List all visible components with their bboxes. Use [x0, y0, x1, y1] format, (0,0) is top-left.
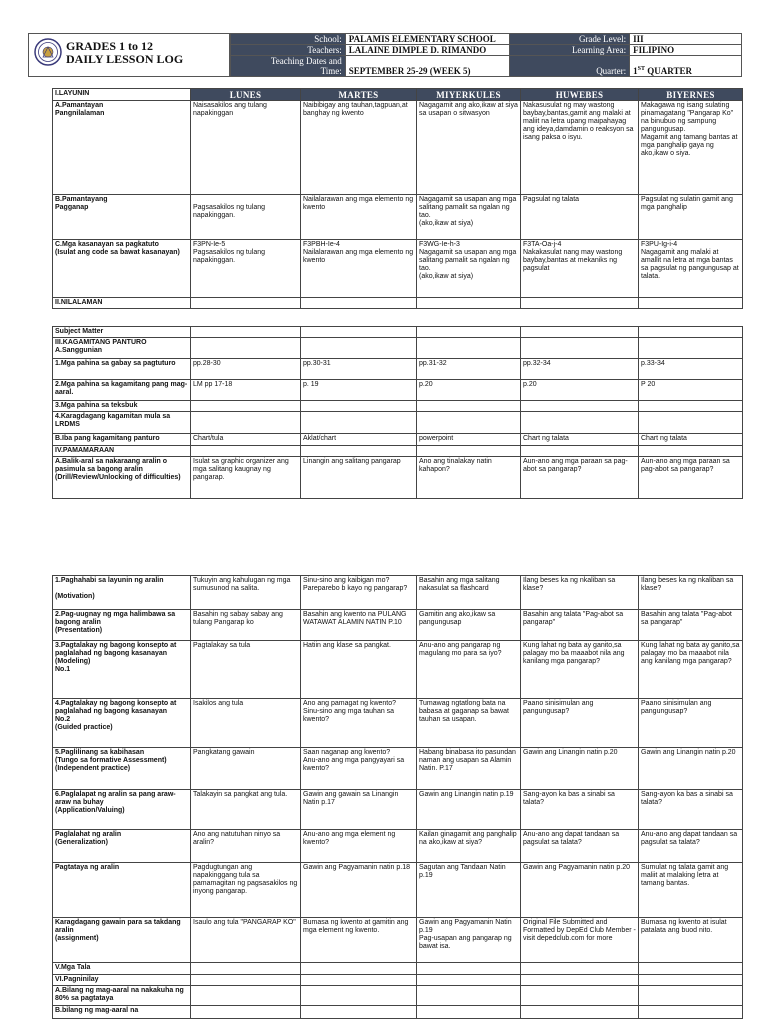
table-cell: p. 19 [301, 380, 417, 401]
teacher-value: LALAINE DIMPLE D. RIMANDO [345, 45, 510, 56]
grade-level-label: Grade Level: [510, 34, 630, 45]
table-cell [521, 401, 639, 412]
table-cell [639, 446, 743, 457]
table-cell: F3PBH-Ie-4 Nailalarawan ang mga elemento ng kwento [301, 240, 417, 298]
table-cell: Gawin ang Linangin natin p.20 [639, 748, 743, 790]
row-label: III.KAGAMITANG PANTURO A.Sanggunian [53, 338, 191, 359]
table-cell: Anu-ano ang pangarap ng magulang mo para sa iyo? [417, 641, 521, 699]
table-cell: Anu-ano ang mga element ng kwento? [301, 830, 417, 863]
table-cell: Makagawa ng isang sulating pinamagatang "Pangarap Ko" na binubuo ng sampung pangungusap. Magamit ang tamang bantas at mga panghalip gaya ng ako,ikaw o siya. [639, 101, 743, 195]
row-label: Paglalahat ng aralin (Generalization) [53, 830, 191, 863]
table-cell: Nakasusulat ng may wastong baybay,bantas,gamit ang malaki at maliit na letra upang maipahayag ang ideya,damdamin o reaksyon sa isang paksa o isyu. [521, 101, 639, 195]
table-cell [301, 338, 417, 359]
table-row [53, 359, 743, 380]
table-cell [521, 298, 639, 309]
table-cell: Gawin ang Pagyamanin Natin p.19 Pag-usapan ang pangarap ng bawat isa. [417, 918, 521, 963]
table-cell: F3TA-Oa-j-4 Nakakasulat nang may wastong baybay,bantas at mekaniks ng pagsulat [521, 240, 639, 298]
table-cell [301, 298, 417, 309]
table-cell: Ilang beses ka ng nkaliban sa klase? [639, 576, 743, 610]
table-cell: Isaulo ang tula "PANGARAP KO" [191, 918, 301, 963]
table-cell: Aun-ano ang mga paraan sa pag-abot sa pangarap? [639, 457, 743, 499]
page-title [66, 40, 183, 66]
table-cell: Naisasakilos ang tulang napakinggan [191, 101, 301, 195]
table-cell: Gawin ang Pagyamanin natin p.20 [521, 863, 639, 918]
table-cell [191, 446, 301, 457]
table-cell [521, 963, 639, 975]
table-cell: Bumasa ng kwento at gamitin ang mga element ng kwento. [301, 918, 417, 963]
table-cell: F3PU-Ig-i-4 Nagagamit ang malaki at amallit na letra at mga bantas sa pagsulat ng pangungusap at talata. [639, 240, 743, 298]
table-row [53, 412, 743, 434]
table-cell [417, 401, 521, 412]
table-cell: Nailalarawan ang mga elemento ng kwento [301, 195, 417, 240]
table-cell [521, 1006, 639, 1019]
quarter-value [630, 56, 742, 77]
table-cell: Original File Submitted and Formatted by DepEd Club Member - visit depedclub.com for more [521, 918, 639, 963]
quarter-label: Quarter: [510, 56, 630, 77]
table-cell [191, 338, 301, 359]
table-cell: Kailan ginagamit ang panghalip na ako,ikaw at siya? [417, 830, 521, 863]
table-cell: Hatiin ang klase sa pangkat. [301, 641, 417, 699]
row-label: Subject Matter [53, 327, 191, 338]
table-cell [417, 338, 521, 359]
table-cell: Basahin ang talata "Pag-abot sa pangarap" [639, 610, 743, 641]
table-cell: Naibibigay ang tauhan,tagpuan,at banghay ng kwento [301, 101, 417, 195]
teaching-dates-value: SEPTEMBER 25-29 (WEEK 5) [345, 56, 510, 77]
table-cell: Basahin ng sabay sabay ang tulang Pangarap ko [191, 610, 301, 641]
table-cell [417, 412, 521, 434]
table-row [53, 986, 743, 1006]
row-label: Karagdagang gawain para sa takdang aralin (assignment) [53, 918, 191, 963]
table-cell [417, 327, 521, 338]
table-row [53, 576, 743, 610]
quarter-ordinal: ST [637, 66, 646, 72]
table-cell: Sinu-sino ang kaibigan mo? Pareparebo b kayo ng pangarap? [301, 576, 417, 610]
table-row [53, 1006, 743, 1019]
deped-seal-icon [34, 38, 62, 66]
table-cell: Anu-ano ang dapat tandaan sa pagsulat sa talata? [521, 830, 639, 863]
table-cell: Pagsulat ng talata [521, 195, 639, 240]
table-row [53, 446, 743, 457]
table-cell [191, 298, 301, 309]
day-header: HUWEBES [521, 89, 639, 101]
row-label: 3.Mga pahina sa teksbuk [53, 401, 191, 412]
table-row [53, 863, 743, 918]
table-row [53, 975, 743, 986]
row-label: 4.Pagtalakay ng bagong konsepto at paglalahad ng bagong kasanayan No.2 (Guided practice) [53, 699, 191, 748]
row-label: I.LAYUNIN [53, 89, 191, 101]
table-cell: Chart ng talata [639, 434, 743, 446]
table-row [53, 327, 743, 338]
table-cell [301, 963, 417, 975]
learning-area-label: Learning Area: [510, 45, 630, 56]
table-cell: Linangin ang salitang pangarap [301, 457, 417, 499]
table-cell: P 20 [639, 380, 743, 401]
row-label: A.Pamantayan Pangnilalaman [53, 101, 191, 195]
table-cell [301, 975, 417, 986]
table-row [53, 434, 743, 446]
table-cell [191, 1006, 301, 1019]
table-cell: Ano ang tinalakay natin kahapon? [417, 457, 521, 499]
table-cell [521, 327, 639, 338]
table-cell [417, 986, 521, 1006]
table-cell: Saan naganap ang kwento? Anu-ano ang mga pangyayari sa kwento? [301, 748, 417, 790]
table-row [53, 401, 743, 412]
row-label: 1.Paghahabi sa layunin ng aralin (Motivation) [53, 576, 191, 610]
table-cell: F3PN-Ie-5 Pagsasakilos ng tulang napakinggan. [191, 240, 301, 298]
table-cell [639, 298, 743, 309]
table-cell: Gawin ang Linangin natin p.19 [417, 790, 521, 830]
table-cell [521, 338, 639, 359]
day-header: MARTES [301, 89, 417, 101]
table-row [53, 641, 743, 699]
table-cell: Habang binabasa ito pasundan naman ang usapan sa Alamin Natin. P.17 [417, 748, 521, 790]
row-label: 2.Pag-uugnay ng mga halimbawa sa bagong aralin (Presentation) [53, 610, 191, 641]
table-row [53, 699, 743, 748]
learning-area-value: FILIPINO [630, 45, 742, 56]
table-row [53, 790, 743, 830]
table-cell: pp.30-31 [301, 359, 417, 380]
table-cell: powerpoint [417, 434, 521, 446]
row-label: II.NILALAMAN [53, 298, 191, 309]
table-cell: Paano sinisimulan ang pangungusap? [521, 699, 639, 748]
table-cell [301, 401, 417, 412]
table-cell: Chart ng talata [521, 434, 639, 446]
table-cell: Sang-ayon ka bas a sinabi sa talata? [639, 790, 743, 830]
objectives-table [52, 88, 743, 309]
row-label: 3.Pagtalakay ng bagong konsepto at paglalahad ng bagong kasanayan (Modeling) No.1 [53, 641, 191, 699]
table-row [53, 610, 743, 641]
table-cell [639, 412, 743, 434]
table-cell: Tukuyin ang kahulugan ng mga sumusunod na salita. [191, 576, 301, 610]
table-cell: pp.32-34 [521, 359, 639, 380]
table-cell [639, 1006, 743, 1019]
row-label: V.Mga Tala [53, 963, 191, 975]
table-cell [639, 963, 743, 975]
grade-level-value: III [630, 34, 742, 45]
table-cell [417, 963, 521, 975]
table-row [53, 338, 743, 359]
materials-table [52, 326, 743, 499]
table-cell [417, 446, 521, 457]
teacher-label: Teachers: [231, 45, 346, 56]
row-label: B.Iba pang kagamitang panturo [53, 434, 191, 446]
table-cell [301, 986, 417, 1006]
table-cell: p.20 [521, 380, 639, 401]
row-label: C.Mga kasanayan sa pagkatuto (Isulat ang code sa bawat kasanayan) [53, 240, 191, 298]
table-cell: Kung lahat ng bata ay ganito,sa palagay mo ba maaabot nila ang kanilang mga pangarap? [639, 641, 743, 699]
row-label: 6.Paglalapat ng aralin sa pang araw-araw na buhay (Application/Valuing) [53, 790, 191, 830]
table-cell: Anu-ano ang dapat tandaan sa pagsulat sa talata? [639, 830, 743, 863]
table-cell [639, 975, 743, 986]
table-cell: pp.31-32 [417, 359, 521, 380]
table-cell: Pagtalakay sa tula [191, 641, 301, 699]
table-cell: Gamitin ang ako,ikaw sa pangungusap [417, 610, 521, 641]
table-cell [417, 1006, 521, 1019]
row-label: 1.Mga pahina sa gabay sa pagtuturo [53, 359, 191, 380]
table-cell: Basahin ang talata "Pag-abot sa pangarap" [521, 610, 639, 641]
table-cell: Pangkatang gawain [191, 748, 301, 790]
table-cell [417, 975, 521, 986]
table-cell [191, 963, 301, 975]
table-cell: Aklat/chart [301, 434, 417, 446]
row-label: A.Balik-aral sa nakaraang aralin o pasimula sa bagong aralin (Drill/Review/Unlocking of difficulties) [53, 457, 191, 499]
table-cell [521, 975, 639, 986]
table-row [53, 101, 743, 195]
table-cell: Bumasa ng kwento at isulat patalata ang buod nito. [639, 918, 743, 963]
page-title-line2: DAILY LESSON LOG [66, 52, 184, 66]
table-cell: Ano ang natutuhan ninyo sa aralin? [191, 830, 301, 863]
table-row [53, 457, 743, 499]
table-cell [301, 446, 417, 457]
table-cell: Basahin ang kwento na PULANG WATAWAT ALAMIN NATIN P.10 [301, 610, 417, 641]
table-row [53, 918, 743, 963]
table-row [53, 195, 743, 240]
table-cell [521, 412, 639, 434]
table-cell [301, 327, 417, 338]
table-cell [191, 401, 301, 412]
row-label: B.bilang ng mag-aaral na [53, 1006, 191, 1019]
table-cell: Aun-ano ang mga paraan sa pag-abot sa pangarap? [521, 457, 639, 499]
table-row [53, 963, 743, 975]
table-cell: p.20 [417, 380, 521, 401]
row-label: 5.Paglilinang sa kabihasan (Tungo sa formative Assessment) (Independent practice) [53, 748, 191, 790]
table-cell: Nagagamit ang ako,ikaw at siya sa usapan o sitwasyon [417, 101, 521, 195]
table-cell: Gawin ang Pagyamanin natin p.18 [301, 863, 417, 918]
table-cell [639, 401, 743, 412]
table-cell [521, 446, 639, 457]
table-cell [191, 975, 301, 986]
table-cell: Pagsulat ng sulatin gamit ang mga panghalip [639, 195, 743, 240]
table-cell [417, 298, 521, 309]
table-cell [191, 986, 301, 1006]
day-header: MIYERKULES [417, 89, 521, 101]
teaching-dates-label [231, 56, 346, 77]
table-cell [639, 986, 743, 1006]
table-cell: LM pp 17-18 [191, 380, 301, 401]
day-header: BIYERNES [639, 89, 743, 101]
row-label: Pagtataya ng aralin [53, 863, 191, 918]
row-label: B.Pamantayang Pagganap [53, 195, 191, 240]
day-header: LUNES [191, 89, 301, 101]
table-cell: Ilang beses ka ng nkaliban sa klase? [521, 576, 639, 610]
table-cell: Ano ang pamagat ng kwento? Sinu-sino ang mga tauhan sa kwento? [301, 699, 417, 748]
table-cell: Tumawag ngtatlong bata na babasa at gaganap sa bawat tauhan sa usapan. [417, 699, 521, 748]
procedures-table [52, 575, 743, 1019]
table-cell: Sumulat ng talata gamit ang maliit at malaking letra at tamang bantas. [639, 863, 743, 918]
table-cell [639, 338, 743, 359]
table-cell: Gawin ang gawain sa Linangin Natin p.17 [301, 790, 417, 830]
table-cell: Paano sinisimulan ang pangungusap? [639, 699, 743, 748]
school-label: School: [231, 34, 346, 45]
table-row [53, 830, 743, 863]
table-cell: Chart/tula [191, 434, 301, 446]
table-cell: Sagutan ang Tandaan Natin p.19 [417, 863, 521, 918]
table-cell [639, 327, 743, 338]
quarter-word: QUARTER [647, 66, 692, 76]
table-cell: Gawin ang Linangin natin p.20 [521, 748, 639, 790]
row-label: A.Bilang ng mag-aaral na nakakuha ng 80% sa pagtataya [53, 986, 191, 1006]
table-cell [191, 412, 301, 434]
row-label: IV.PAMAMARAAN [53, 446, 191, 457]
table-row [53, 89, 743, 101]
table-cell: Nagagamit sa usapan ang mga salitang pamalit sa ngalan ng tao. (ako,ikaw at siya) [417, 195, 521, 240]
table-cell [521, 986, 639, 1006]
table-cell: F3WG-Ie-h-3 Nagagamit sa usapan ang mga salitang pamalit sa ngalan ng tao. (ako,ikaw at siya) [417, 240, 521, 298]
table-cell: Isulat sa graphic organizer ang mga salitang kaugnay ng pangarap. [191, 457, 301, 499]
school-value: PALAMIS ELEMENTARY SCHOOL [345, 34, 510, 45]
teaching-dates-label-line2: Time: [320, 66, 342, 76]
table-row [53, 380, 743, 401]
table-cell: Sang-ayon ka bas a sinabi sa talata? [521, 790, 639, 830]
table-cell: Pagdugtungan ang napakinggang tula sa pamamagitan ng pagsasakilos ng inyong pangarap. [191, 863, 301, 918]
table-cell: Isakilos ang tula [191, 699, 301, 748]
table-cell [191, 327, 301, 338]
teaching-dates-label-line1: Teaching Dates and [270, 56, 342, 66]
table-row [53, 240, 743, 298]
table-cell [301, 1006, 417, 1019]
quarter-number: 1 [633, 66, 638, 76]
page-title-line1: GRADES 1 to 12 [66, 39, 154, 53]
row-label: 4.Karagdagang kagamitan mula sa LRDMS [53, 412, 191, 434]
table-cell: Pagsasakilos ng tulang napakinggan. [191, 195, 301, 240]
row-label: VI.Pagninilay [53, 975, 191, 986]
table-cell: p.33-34 [639, 359, 743, 380]
table-cell: pp.28-30 [191, 359, 301, 380]
table-cell [301, 412, 417, 434]
table-cell: Basahin ang mga salitang nakasulat sa flashcard [417, 576, 521, 610]
table-row [53, 298, 743, 309]
header-info-table [230, 33, 742, 77]
row-label: 2.Mga pahina sa kagamitang pang mag-aaral. [53, 380, 191, 401]
table-row [53, 748, 743, 790]
table-cell: Kung lahat ng bata ay ganito,sa palagay mo ba maaabot nila ang kanilang mga pangarap? [521, 641, 639, 699]
table-cell: Talakayin sa pangkat ang tula. [191, 790, 301, 830]
